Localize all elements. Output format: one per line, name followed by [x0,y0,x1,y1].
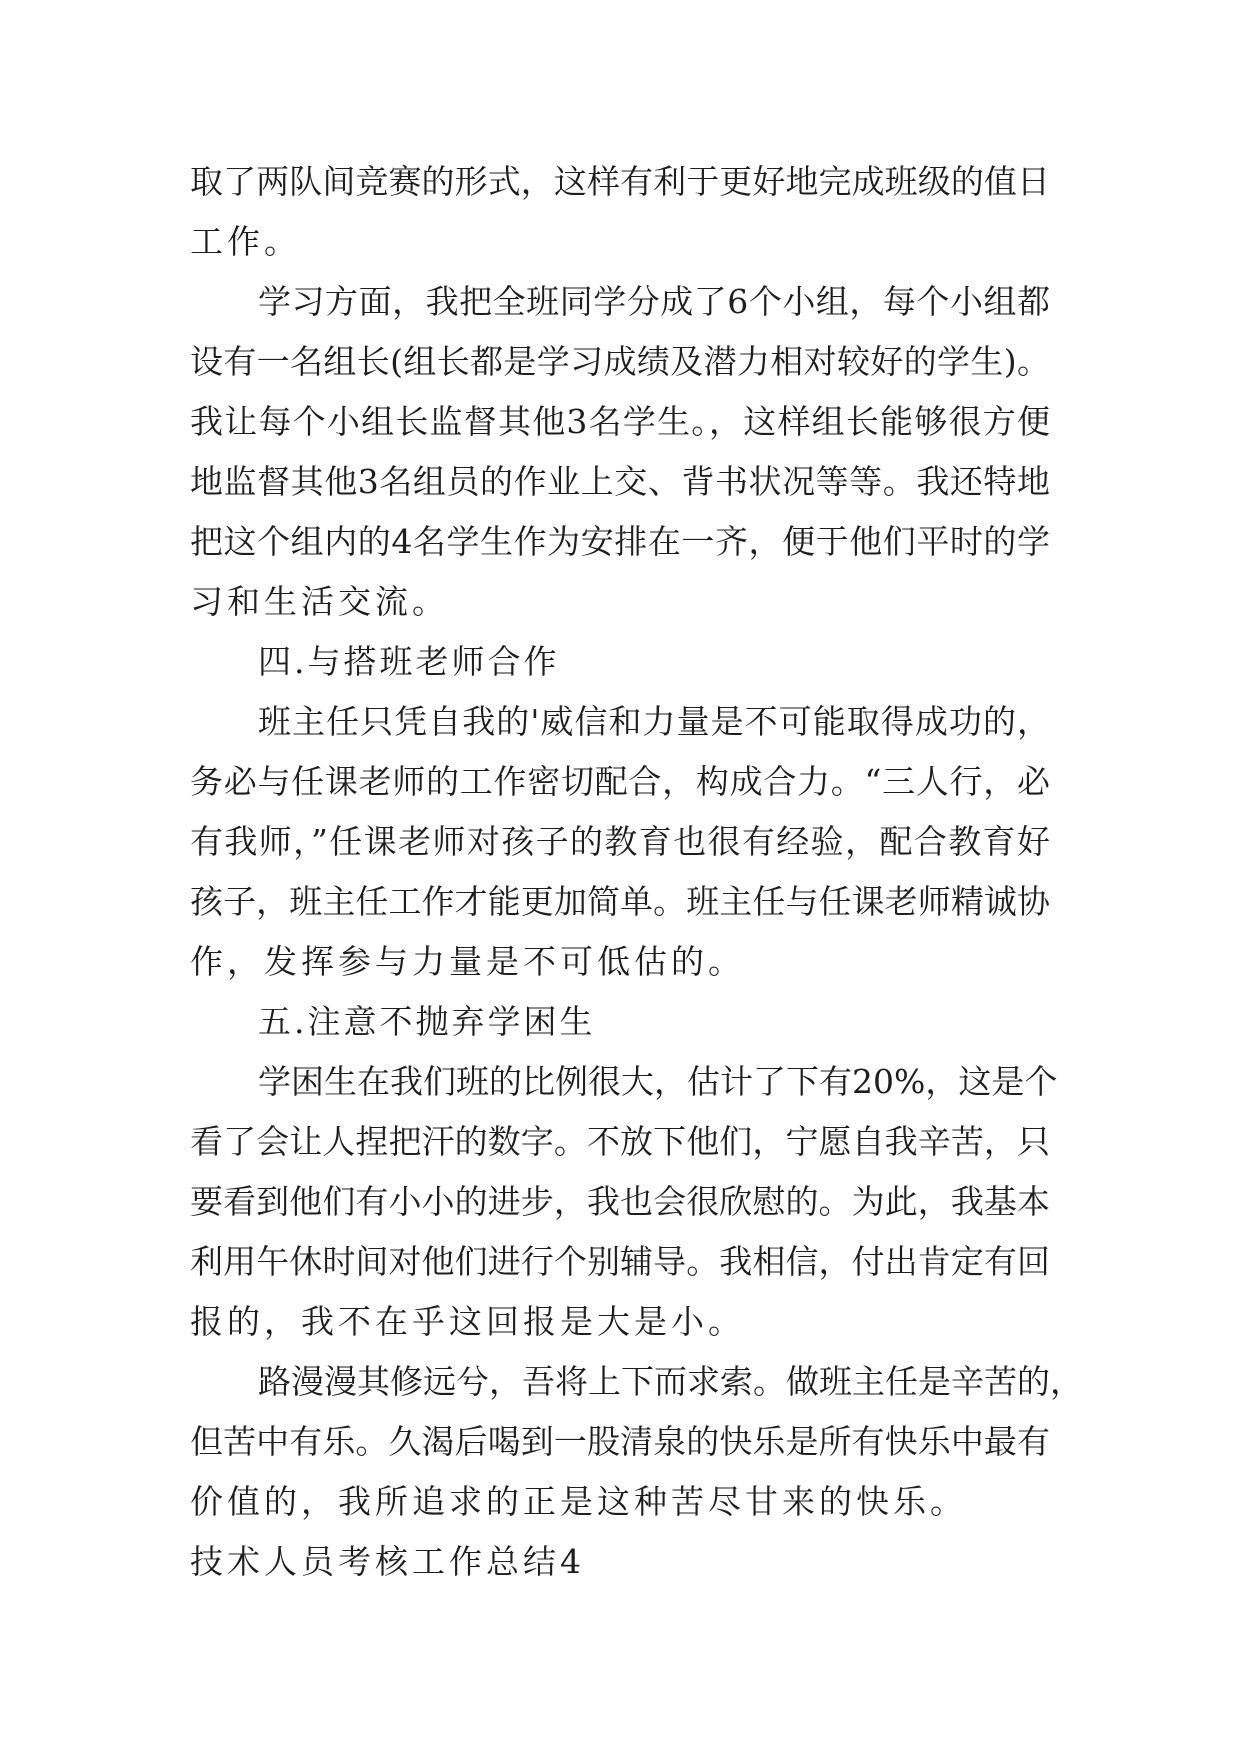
body-text-line: 我让每个小组长监督其他3名学生。，这样组长能够很方便 [190,402,1050,441]
body-text-line: 但苦中有乐。久渴后喝到一股清泉的快乐是所有快乐中最有 [190,1422,1050,1461]
paragraph-first-line: 班主任只凭自我的'威信和力量是不可能取得成功的， [258,702,1050,741]
section-heading: 五.注意不抛弃学困生 [258,1002,596,1041]
body-text-line: 价值的，我所追求的正是这种苦尽甘来的快乐。 [190,1482,967,1521]
document-title: 技术人员考核工作总结4 [190,1542,585,1581]
body-text-line: 看了会让人捏把汗的数字。不放下他们，宁愿自我辛苦，只 [190,1122,1050,1161]
section-heading: 四.与搭班老师合作 [258,642,560,681]
body-text-line: 报的，我不在乎这回报是大是小。 [190,1302,745,1341]
body-text-line: 利用午休时间对他们进行个别辅导。我相信，付出肯定有回 [190,1242,1050,1281]
body-text-line: 孩子，班主任工作才能更加简单。班主任与任课老师精诚协 [190,882,1050,921]
paragraph-first-line: 路漫漫其修远兮，吾将上下而求索。做班主任是辛苦的， [258,1362,1083,1401]
body-text-line: 地监督其他3名组员的作业上交、背书状况等等。我还特地 [190,462,1050,501]
body-text-line: 务必与任课老师的工作密切配合，构成合力。“三人行，必 [190,762,1050,801]
body-text-line: 作，发挥参与力量是不可低估的。 [190,942,745,981]
body-text-line: 取了两队间竞赛的形式，这样有利于更好地完成班级的值日 [190,162,1050,201]
body-text-line: 要看到他们有小小的进步，我也会很欣慰的。为此，我基本 [190,1182,1050,1221]
paragraph-first-line: 学困生在我们班的比例很大，估计了下有20%，这是个 [258,1062,1058,1101]
body-text-line: 有我师，”任课老师对孩子的教育也很有经验，配合教育好 [190,822,1050,861]
body-text-line: 把这个组内的4名学生作为安排在一齐，便于他们平时的学 [190,522,1050,561]
document-body [190,152,1083,1592]
body-text-line: 工作。 [190,222,301,261]
body-text-line: 设有一名组长(组长都是学习成绩及潜力相对较好的学生)。 [190,342,1050,381]
body-text-line: 习和生活交流。 [190,582,449,621]
paragraph-first-line: 学习方面，我把全班同学分成了6个小组，每个小组都 [258,282,1050,321]
